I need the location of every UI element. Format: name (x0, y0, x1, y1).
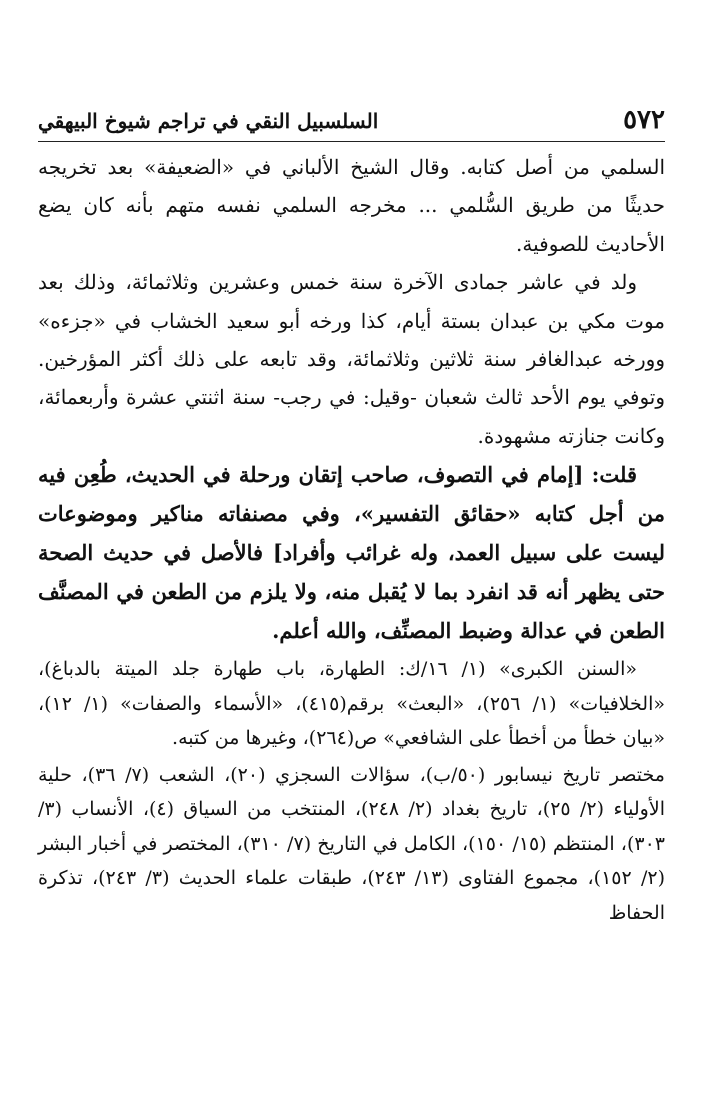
paragraph-1: السلمي من أصل كتابه. وقال الشيخ الألباني في «الضعيفة» بعد تخريجه حديثًا من طريق السُّلمي ... مخرجه السلمي نفسه متهم بأنه كان يضع الأحاديث للصوفية. (38, 155, 666, 256)
page-header (38, 102, 665, 138)
page-body (38, 148, 665, 930)
header-divider (38, 141, 665, 142)
paragraph-3-comment: قلت: [إمام في التصوف، صاحب إتقان ورحلة في الحديث، طُعِن فيه من أجل كتابه «حقائق التفسير»، وفي مصنفاته مناكير وموضوعات ليست على سبيل العمد، وله غرائب وأفراد] فالأصل في حديث الصحة حتى يظهر أنه قد انفرد بما لا يُقبل منه، ولا يلزم من الطعن في المصنَّف الطعن في عدالة وضبط المصنِّف، والله أعلم. (38, 462, 665, 644)
running-title: السلسبيل النقي في تراجم شيوخ البيهقي (38, 109, 379, 133)
references-works: «السنن الكبرى» (١/ ١٦/ك: الطهارة، باب طهارة جلد الميتة بالدباغ)، «الخلافيات» (١/ ٢٥٦)، «البعث» برقم(٤١٥)، «الأسماء والصفات» (١/ ١٢)، «بيان خطأ من أخطأ على الشافعي» ص(٢٦٤)، وغيرها من كتبه. (38, 658, 665, 750)
references-sources: مختصر تاريخ نيسابور (٥٠/ب)، سؤالات السجزي (٢٠)، الشعب (٧/ ٣٦)، حلية الأولياء (٢/ ٢٥)، تاريخ بغداد (٢/ ٢٤٨)، المنتخب من السياق (٤)، الأنساب (٣/ ٣٠٣)، المنتظم (١٥/ ١٥٠)، الكامل في التاريخ (٧/ ٣١٠)، المختصر في أخبار البشر (٢/ ١٥٢)، مجموع الفتاوى (١٣/ ٢٤٣)، طبقات علماء الحديث (٣/ ٢٤٣)، تذكرة الحفاظ (38, 763, 665, 924)
paragraph-2: ولد في عاشر جمادى الآخرة سنة خمس وعشرين وثلاثمائة، وذلك بعد موت مكي بن عبدان بستة أيام، كذا ورخه أبو سعيد الخشاب في «جزءه» وورخه عبدالغافر سنة ثلاثين وثلاثمائة، وقد تابعه على ذلك أكثر المؤرخين. وتوفي يوم الأحد ثالث شعبان -وقيل: في رجب- سنة اثنتي عشرة وأربعمائة، وكانت جنازته مشهودة. (38, 270, 665, 448)
page-number: ٥٧٢ (623, 105, 665, 135)
